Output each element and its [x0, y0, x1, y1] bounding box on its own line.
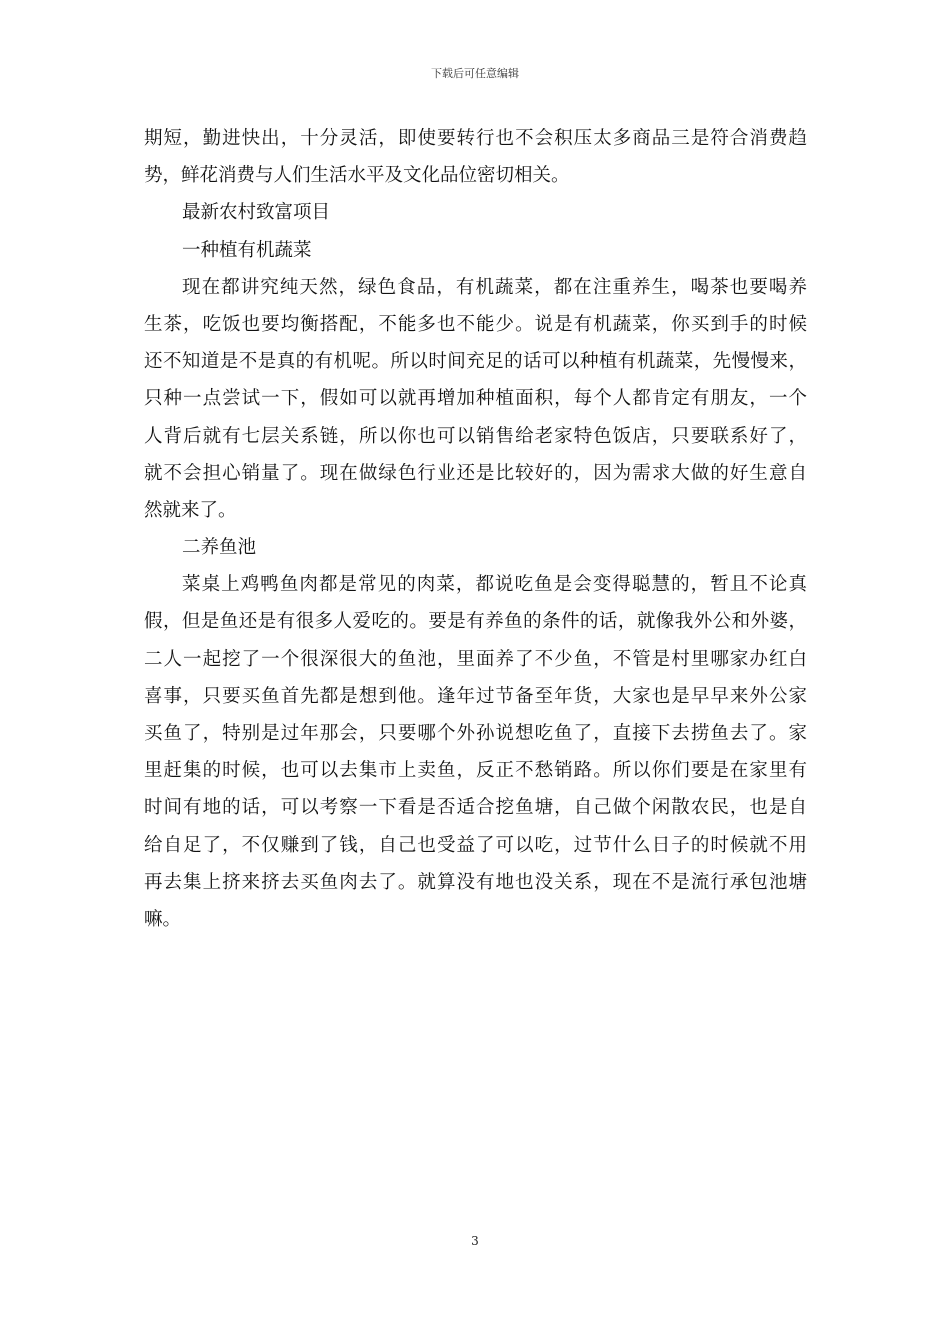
text-line: 嘛。: [144, 908, 182, 930]
text-line: 菜桌上鸡鸭鱼肉都是常见的肉菜，都说吃鱼是会变得聪慧的，暂且不论真: [182, 574, 807, 596]
text-line: 里赶集的时候，也可以去集市上卖鱼，反正不愁销路。所以你们要是在家里有: [144, 760, 807, 782]
text-line: 给自足了，不仅赚到了钱，自己也受益了可以吃，过节什么日子的时候就不用: [144, 834, 807, 856]
text-line: 只种一点尝试一下，假如可以就再增加种植面积，每个人都肯定有朋友，一个: [144, 388, 807, 410]
text-line: 现在都讲究纯天然，绿色食品，有机蔬菜，都在注重养生，喝茶也要喝养: [182, 276, 807, 298]
subsection-heading: 二养鱼池: [182, 537, 257, 559]
text-line: 势，鲜花消费与人们生活水平及文化品位密切相关。: [144, 165, 570, 187]
page-number: 3: [471, 1234, 479, 1248]
text-line: 买鱼了，特别是过年那会，只要哪个外孙说想吃鱼了，直接下去捞鱼去了。家: [144, 723, 807, 744]
text-line: 喜事，只要买鱼首先都是想到他。逢年过节备至年货，大家也是早早来外公家: [144, 685, 807, 707]
page-header: 下载后可任意编辑: [431, 67, 519, 80]
text-line: 人背后就有七层关系链，所以你也可以销售给老家特色饭店，只要联系好了，: [144, 425, 807, 447]
text-line: 二人一起挖了一个很深很大的鱼池，里面养了不少鱼，不管是村里哪家办红白: [144, 648, 807, 670]
text-line: 生茶，吃饭也要均衡搭配，不能多也不能少。说是有机蔬菜，你买到手的时候: [144, 313, 807, 335]
subsection-heading: 一种植有机蔬菜: [182, 239, 312, 261]
document-body: [144, 120, 807, 938]
text-line: 期短，勤进快出，十分灵活，即使要转行也不会积压太多商品三是符合消费趋: [144, 128, 807, 149]
text-line: 然就来了。: [144, 499, 237, 521]
text-line: 假，但是鱼还是有很多人爱吃的。要是有养鱼的条件的话，就像我外公和外婆，: [144, 611, 807, 633]
section-heading: 最新农村致富项目: [182, 202, 331, 224]
text-line: 时间有地的话，可以考察一下看是否适合挖鱼塘，自己做个闲散农民，也是自: [144, 797, 807, 819]
text-line: 还不知道是不是真的有机呢。所以时间充足的话可以种植有机蔬菜，先慢慢来，: [144, 351, 807, 373]
text-line: 就不会担心销量了。现在做绿色行业还是比较好的，因为需求大做的好生意自: [144, 462, 807, 484]
text-line: 再去集上挤来挤去买鱼肉去了。就算没有地也没关系，现在不是流行承包池塘: [144, 871, 807, 893]
